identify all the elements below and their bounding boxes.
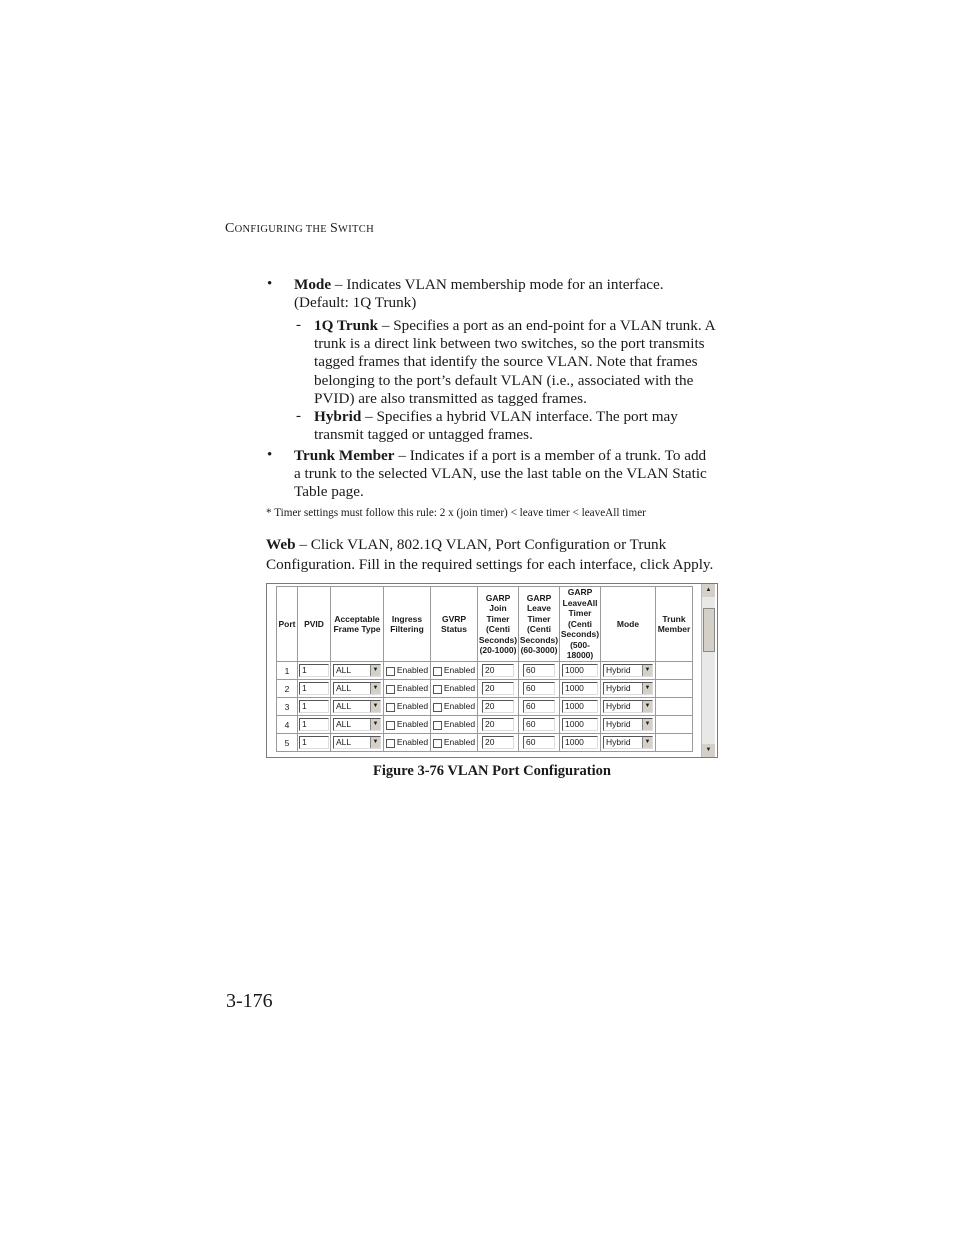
arrow-down-icon[interactable]: ▼ bbox=[702, 744, 715, 757]
gvrp-checkbox[interactable] bbox=[433, 739, 442, 748]
pvid-input[interactable]: 1 bbox=[299, 718, 329, 731]
join-timer-input[interactable]: 20 bbox=[482, 718, 514, 731]
table-row: 1 1 ALL ▼ Enabled Enabled 20 60 1000 Hybrid ▼ bbox=[277, 662, 693, 680]
port-cell: 4 bbox=[277, 716, 298, 734]
running-header: CONFIGURING THE SWITCH bbox=[225, 221, 374, 236]
dash-icon: - bbox=[296, 317, 301, 333]
col-leaveall-timer: GARP LeaveAll Timer (Centi Seconds) (500-18000) bbox=[560, 587, 600, 661]
table-row: 3 1 ALL ▼ Enabled Enabled 20 60 1000 Hybrid ▼ bbox=[277, 698, 693, 716]
port-cell: 5 bbox=[277, 734, 298, 752]
leave-timer-input[interactable]: 60 bbox=[523, 682, 555, 695]
leave-timer-input[interactable]: 60 bbox=[523, 664, 555, 677]
leaveall-timer-input[interactable]: 1000 bbox=[562, 682, 598, 695]
chevron-down-icon: ▼ bbox=[642, 683, 652, 694]
pvid-input[interactable]: 1 bbox=[299, 736, 329, 749]
table-row: 5 1 ALL ▼ Enabled Enabled 20 60 1000 Hybrid ▼ bbox=[277, 734, 693, 752]
bullet-icon: • bbox=[267, 447, 273, 463]
trunk-member-cell bbox=[656, 698, 693, 716]
pvid-input[interactable]: 1 bbox=[299, 664, 329, 677]
trunk-member-item: Trunk Member – Indicates if a port is a member of a trunk. To add a trunk to the selected VLAN, use the last table on the VLAN Static Table page. bbox=[294, 447, 707, 501]
arrow-up-icon[interactable]: ▲ bbox=[702, 584, 715, 597]
pvid-input[interactable]: 1 bbox=[299, 700, 329, 713]
ingress-checkbox[interactable] bbox=[386, 739, 395, 748]
gvrp-checkbox[interactable] bbox=[433, 667, 442, 676]
leave-timer-input[interactable]: 60 bbox=[523, 718, 555, 731]
join-timer-input[interactable]: 20 bbox=[482, 664, 514, 677]
leaveall-timer-input[interactable]: 1000 bbox=[562, 700, 598, 713]
join-timer-input[interactable]: 20 bbox=[482, 700, 514, 713]
leaveall-timer-input[interactable]: 1000 bbox=[562, 718, 598, 731]
frame-type-select[interactable]: ALL ▼ bbox=[333, 718, 381, 731]
table-row: 4 1 ALL ▼ Enabled Enabled 20 60 1000 Hybrid ▼ bbox=[277, 716, 693, 734]
gvrp-checkbox[interactable] bbox=[433, 721, 442, 730]
port-cell: 2 bbox=[277, 680, 298, 698]
chevron-down-icon: ▼ bbox=[642, 665, 652, 676]
trunk-member-cell bbox=[656, 680, 693, 698]
vlan-port-config-screenshot bbox=[266, 583, 718, 758]
col-port: Port bbox=[277, 587, 298, 662]
mode-item: Mode – Indicates VLAN membership mode for an interface. (Default: 1Q Trunk) bbox=[294, 276, 664, 312]
hybrid-item: Hybrid – Specifies a hybrid VLAN interface. The port may transmit tagged or untagged frames. bbox=[314, 408, 678, 444]
chevron-down-icon: ▼ bbox=[370, 701, 380, 712]
mode-select[interactable]: Hybrid ▼ bbox=[603, 718, 653, 731]
chevron-down-icon: ▼ bbox=[370, 737, 380, 748]
mode-select[interactable]: Hybrid ▼ bbox=[603, 700, 653, 713]
chevron-down-icon: ▼ bbox=[642, 701, 652, 712]
join-timer-input[interactable]: 20 bbox=[482, 736, 514, 749]
scroll-thumb[interactable] bbox=[703, 608, 715, 652]
pvid-input[interactable]: 1 bbox=[299, 682, 329, 695]
trunk-1q-item: 1Q Trunk – Specifies a port as an end-point for a VLAN trunk. A trunk is a direct link between two switches, so the port transmits tagged frames that identify the source VLAN. Note that frames belonging to the port’s default VLAN (i.e., associated with the PVID) are also transmitted as tagged frames. bbox=[314, 317, 715, 407]
trunk-member-cell bbox=[656, 716, 693, 734]
leave-timer-input[interactable]: 60 bbox=[523, 736, 555, 749]
mode-select[interactable]: Hybrid ▼ bbox=[603, 664, 653, 677]
col-ingress: Ingress Filtering bbox=[384, 587, 431, 662]
leaveall-timer-input[interactable]: 1000 bbox=[562, 736, 598, 749]
leaveall-timer-input[interactable]: 1000 bbox=[562, 664, 598, 677]
bullet-icon: • bbox=[267, 276, 273, 292]
figure-caption: Figure 3-76 VLAN Port Configuration bbox=[373, 763, 611, 779]
col-mode: Mode bbox=[601, 587, 656, 662]
mode-select[interactable]: Hybrid ▼ bbox=[603, 736, 653, 749]
col-pvid: PVID bbox=[298, 587, 331, 662]
ingress-checkbox[interactable] bbox=[386, 721, 395, 730]
leave-timer-input[interactable]: 60 bbox=[523, 700, 555, 713]
col-frame-type: Acceptable Frame Type bbox=[331, 587, 384, 662]
ingress-checkbox[interactable] bbox=[386, 703, 395, 712]
web-instructions: Web – Click VLAN, 802.1Q VLAN, Port Configuration or Trunk Configuration. Fill in the required settings for each interface, click Apply. bbox=[266, 536, 714, 573]
ingress-checkbox[interactable] bbox=[386, 667, 395, 676]
join-timer-input[interactable]: 20 bbox=[482, 682, 514, 695]
mode-select[interactable]: Hybrid ▼ bbox=[603, 682, 653, 695]
col-join-timer: GARP Join Timer (Centi Seconds) (20-1000) bbox=[478, 587, 519, 662]
page-number: 3-176 bbox=[226, 990, 273, 1012]
frame-type-select[interactable]: ALL ▼ bbox=[333, 736, 381, 749]
chevron-down-icon: ▼ bbox=[370, 683, 380, 694]
frame-type-select[interactable]: ALL ▼ bbox=[333, 682, 381, 695]
trunk-member-cell bbox=[656, 662, 693, 680]
gvrp-checkbox[interactable] bbox=[433, 685, 442, 694]
chevron-down-icon: ▼ bbox=[370, 719, 380, 730]
port-config-table bbox=[276, 586, 693, 752]
chevron-down-icon: ▼ bbox=[370, 665, 380, 676]
frame-type-select[interactable]: ALL ▼ bbox=[333, 700, 381, 713]
vertical-scrollbar[interactable] bbox=[701, 584, 715, 757]
frame-type-select[interactable]: ALL ▼ bbox=[333, 664, 381, 677]
gvrp-checkbox[interactable] bbox=[433, 703, 442, 712]
dash-icon: - bbox=[296, 408, 301, 424]
chevron-down-icon: ▼ bbox=[642, 737, 652, 748]
timer-footnote: * Timer settings must follow this rule: 2 x (join timer) < leave timer < leaveAll timer bbox=[266, 507, 646, 519]
table-row: 2 1 ALL ▼ Enabled Enabled 20 60 1000 Hybrid ▼ bbox=[277, 680, 693, 698]
port-cell: 3 bbox=[277, 698, 298, 716]
trunk-member-cell bbox=[656, 734, 693, 752]
port-cell: 1 bbox=[277, 662, 298, 680]
col-leave-timer: GARP Leave Timer (Centi Seconds) (60-3000) bbox=[519, 587, 560, 662]
col-trunk-member: Trunk Member bbox=[656, 587, 693, 662]
ingress-checkbox[interactable] bbox=[386, 685, 395, 694]
col-gvrp: GVRP Status bbox=[431, 587, 478, 662]
chevron-down-icon: ▼ bbox=[642, 719, 652, 730]
